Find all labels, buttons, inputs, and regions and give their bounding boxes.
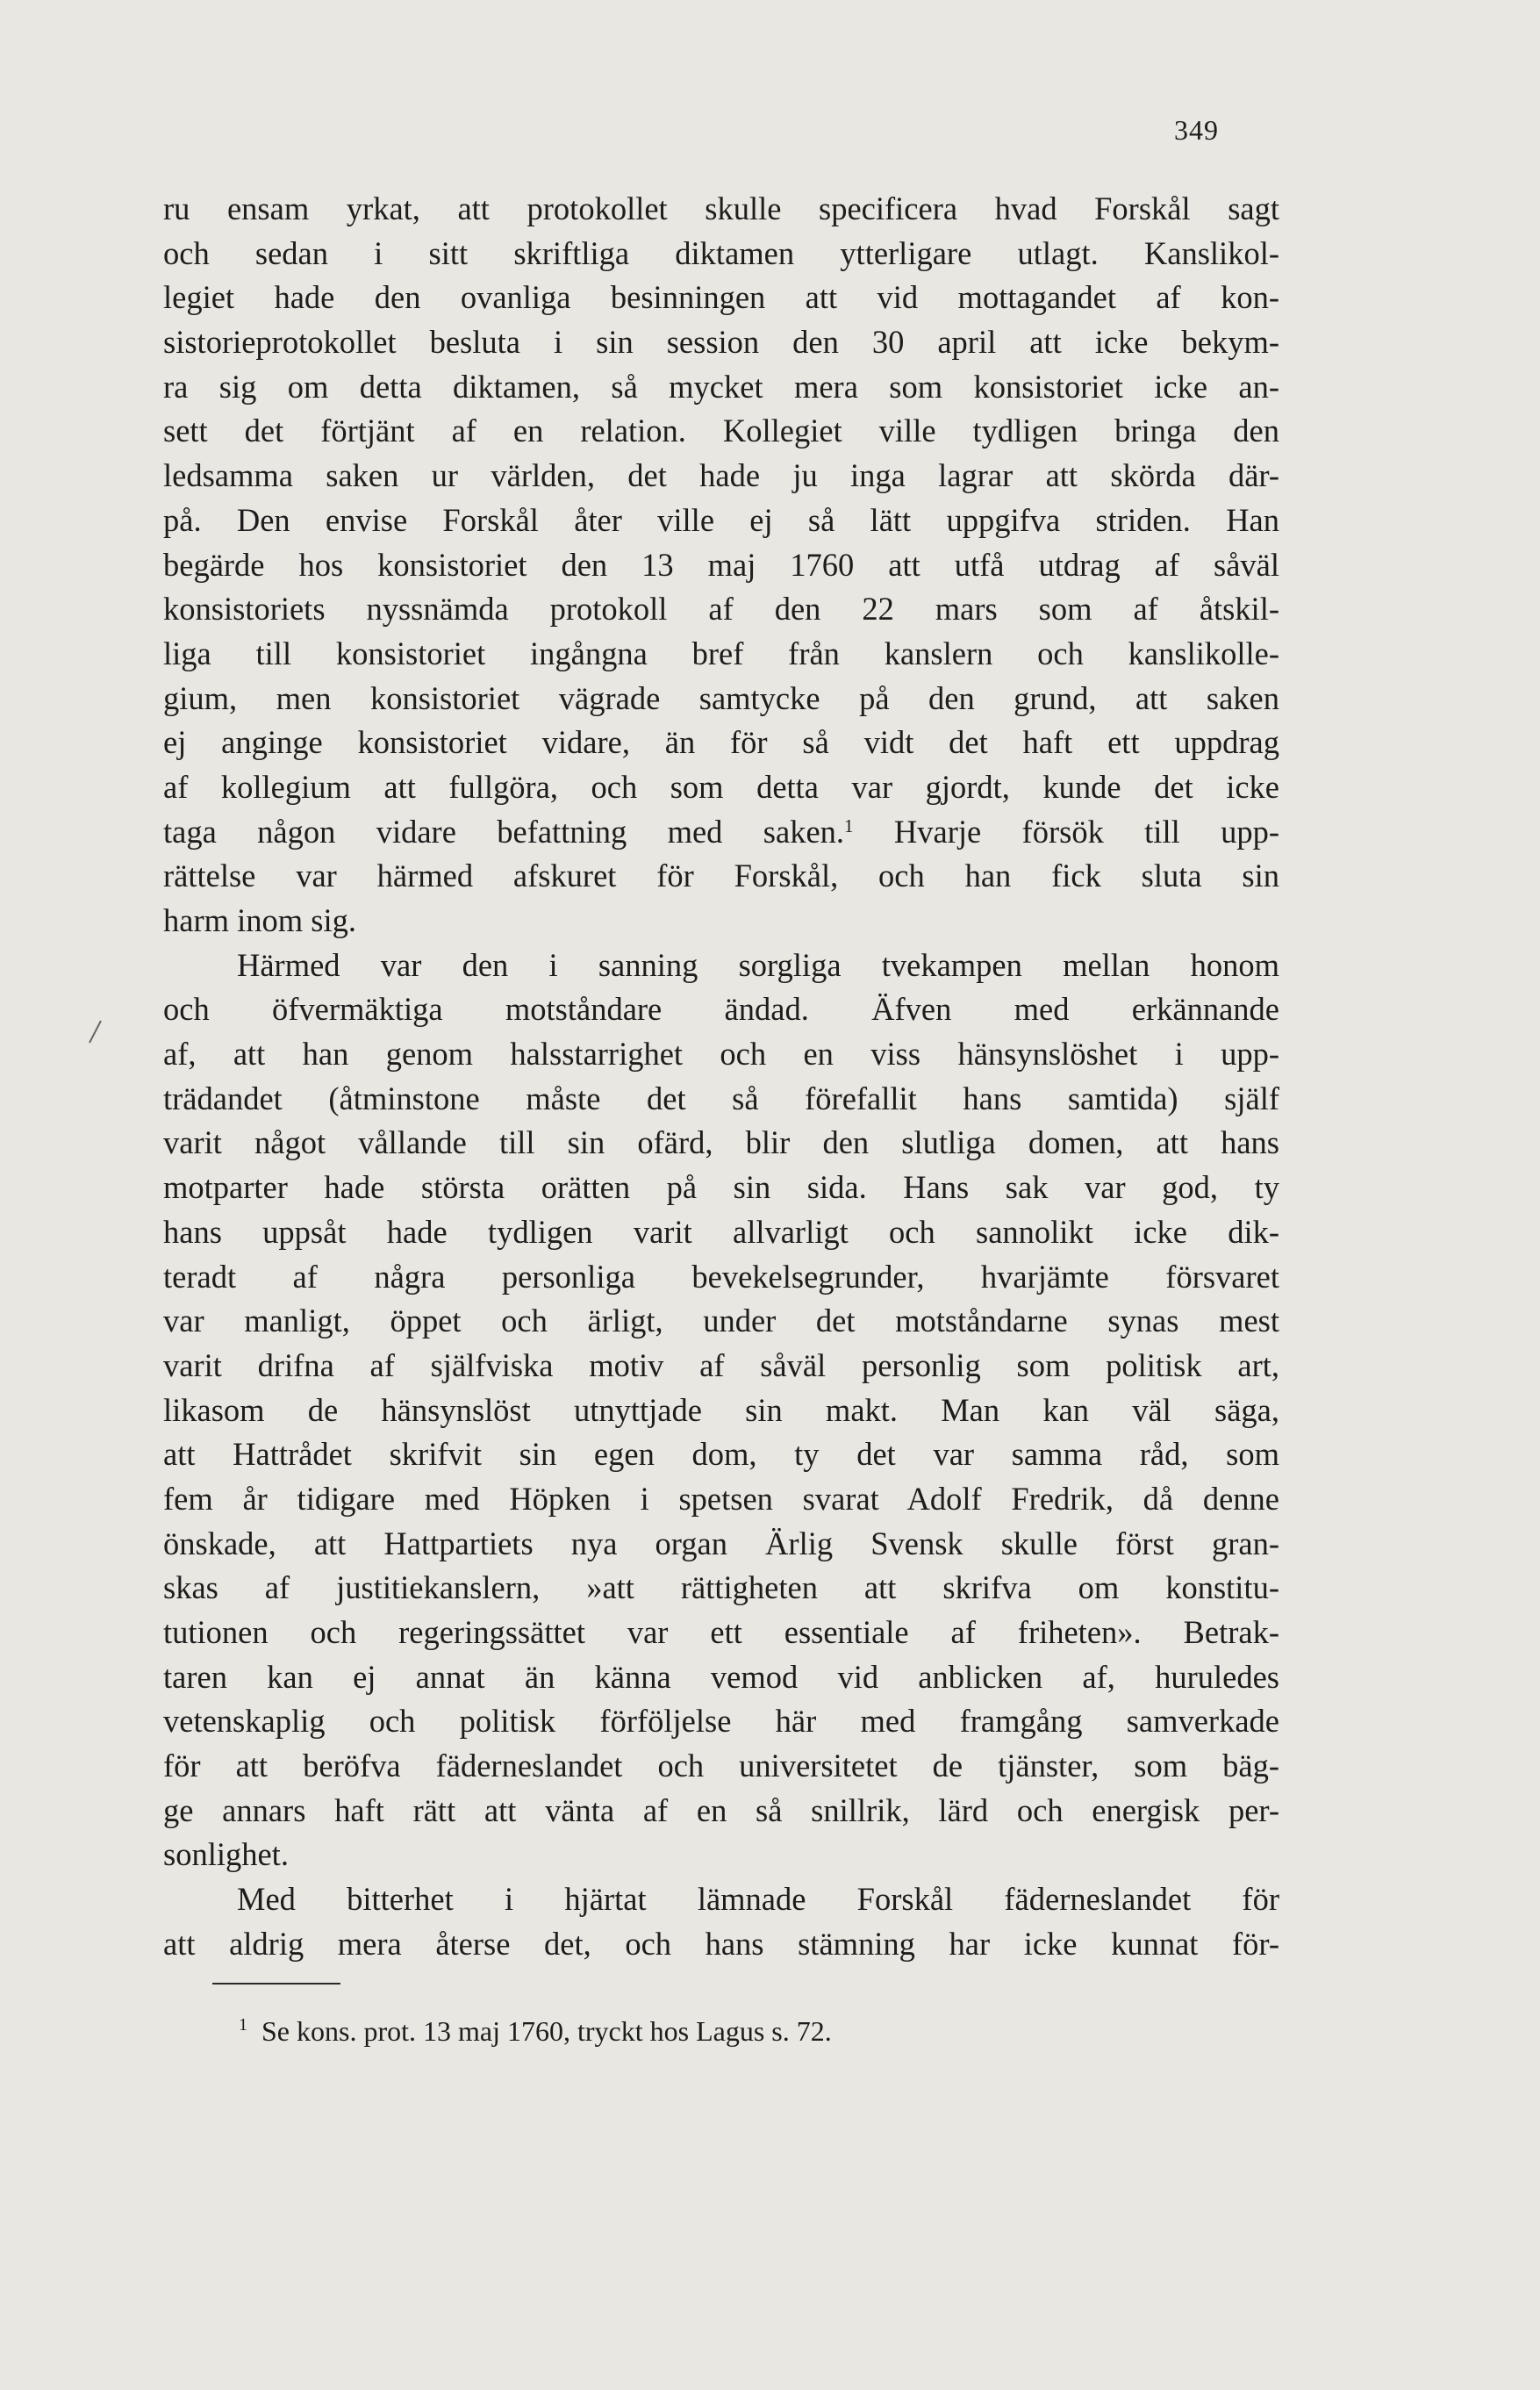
text-line: [163, 1833, 1279, 1877]
text-line: [163, 1166, 1279, 1210]
line-text: att Hattrådet skrifvit sin egen dom, ty det var samma råd, som: [163, 1436, 1279, 1473]
text-line: [163, 1789, 1279, 1834]
line-text: och öfvermäktiga motståndare ändad. Äfven med erkännande: [163, 991, 1279, 1028]
text-line: [163, 944, 1279, 988]
footnote-marker: 1: [239, 2015, 247, 2035]
line-text: fem år tidigare med Höpken i spetsen svarat Adolf Fredrik, då denne: [163, 1480, 1279, 1517]
text-line: [163, 1744, 1279, 1789]
text-line: [163, 632, 1279, 677]
text-line: [163, 1922, 1279, 1967]
line-text: sonlighet.: [163, 1836, 289, 1873]
text-line: [163, 1699, 1279, 1744]
page-number: 349: [1174, 114, 1219, 146]
text-line: [163, 721, 1279, 765]
text-line: [163, 899, 1279, 944]
line-text: Härmed var den i sanning sorgliga tvekampen mellan honom: [237, 946, 1279, 983]
text-line: [163, 276, 1279, 320]
text-line: [163, 987, 1279, 1032]
line-text: konsistoriets nyssnämda protokoll af den 22 mars som af åtskil-: [163, 591, 1279, 628]
line-text: ru ensam yrkat, att protokollet skulle specificera hvad Forskål sagt: [163, 190, 1279, 226]
line-text: motparter hade största orätten på sin sida. Hans sak var god, ty: [163, 1169, 1279, 1206]
line-text: och sedan i sitt skriftliga diktamen ytterligare utlagt. Kanslikol-: [163, 234, 1279, 271]
line-text: varit något vållande till sin ofärd, blir den slutliga domen, att hans: [163, 1124, 1279, 1161]
text-line: [163, 1032, 1279, 1077]
text-line: [163, 1344, 1279, 1389]
line-text: taren kan ej annat än känna vemod vid anblicken af, huruledes: [163, 1658, 1279, 1695]
text-line: [163, 1566, 1279, 1611]
text-line: [163, 765, 1279, 810]
line-text: att aldrig mera återse det, och hans stämning har icke kunnat för-: [163, 1925, 1279, 1962]
footnote-text: Se kons. prot. 13 maj 1760, tryckt hos Lagus s. 72.: [261, 2015, 832, 2047]
text-line: [163, 1121, 1279, 1166]
line-text: skas af justitiekanslern, »att rättigheten att skrifva om konstitu-: [163, 1569, 1279, 1606]
line-text: vetenskaplig och politisk förföljelse här med framgång samverkade: [163, 1703, 1279, 1740]
margin-pencil-mark: [88, 1018, 104, 1044]
line-text: på. Den envise Forskål åter ville ej så lätt uppgifva striden. Han: [163, 501, 1279, 538]
footnote: [239, 2013, 832, 2054]
line-text: begärde hos konsistoriet den 13 maj 1760 att utfå utdrag af såväl: [163, 546, 1279, 583]
text-line: [163, 232, 1279, 276]
line-text: ej anginge konsistoriet vidare, än för så vidt det haft ett uppdrag: [163, 724, 1279, 761]
line-text: trädandet (åtminstone måste det så förefallit hans samtida) själf: [163, 1080, 1279, 1116]
line-text: ge annars haft rätt att vänta af en så snillrik, lärd och energisk per-: [163, 1791, 1279, 1828]
text-line: [163, 854, 1279, 899]
text-line: [163, 1077, 1279, 1122]
text-line: [163, 454, 1279, 499]
text-line: [163, 1255, 1279, 1300]
line-text: af, att han genom halsstarrighet och en viss hänsynslöshet i upp-: [163, 1036, 1279, 1073]
line-text: likasom de hänsynslöst utnyttjade sin makt. Man kan väl säga,: [163, 1391, 1279, 1428]
line-text: af kollegium att fullgöra, och som detta var gjordt, kunde det icke: [163, 768, 1279, 805]
line-text: taga någon vidare befattning med saken.: [163, 813, 845, 850]
text-line: [163, 1877, 1279, 1922]
line-text: ra sig om detta diktamen, så mycket mera som konsistoriet icke an-: [163, 368, 1279, 405]
text-line: [163, 409, 1279, 454]
text-line: [163, 365, 1279, 410]
text-line: [163, 1611, 1279, 1655]
body-text: [163, 187, 1279, 1967]
line-text-continued: Hvarje försök till upp-: [853, 813, 1279, 850]
line-text: Med bitterhet i hjärtat lämnade Forskål fäderneslandet för: [237, 1881, 1279, 1918]
text-line: [163, 543, 1279, 588]
text-line: [163, 1210, 1279, 1255]
line-text: tutionen och regeringssättet var ett essentiale af friheten». Betrak-: [163, 1614, 1279, 1650]
text-line: [163, 1432, 1279, 1477]
line-text: varit drifna af själfviska motiv af såväl personlig som politisk art,: [163, 1346, 1279, 1383]
line-text: sett det förtjänt af en relation. Kollegiet ville tydligen bringa den: [163, 413, 1279, 449]
line-text: önskade, att Hattpartiets nya organ Ärlig Svensk skulle först gran-: [163, 1525, 1279, 1561]
line-text: hans uppsåt hade tydligen varit allvarligt och sannolikt icke dik-: [163, 1213, 1279, 1250]
line-text: för att beröfva fäderneslandet och universitetet de tjänster, som bäg-: [163, 1748, 1279, 1784]
text-line: [163, 810, 1279, 855]
text-line: [163, 1299, 1279, 1344]
line-text: liga till konsistoriet ingångna bref från kanslern och kanslikolle-: [163, 635, 1279, 671]
text-line: [163, 499, 1279, 543]
text-line: [163, 187, 1279, 232]
line-text: rättelse var härmed afskuret för Forskål, och han fick sluta sin: [163, 858, 1279, 894]
text-line: [163, 320, 1279, 365]
line-text: legiet hade den ovanliga besinningen att vid mottagandet af kon-: [163, 279, 1279, 316]
line-text: sistorieprotokollet besluta i sin session den 30 april att icke bekym-: [163, 324, 1279, 361]
text-line: [163, 677, 1279, 721]
text-line: [163, 587, 1279, 632]
text-line: [163, 1477, 1279, 1522]
text-line: [163, 1389, 1279, 1433]
text-line: [163, 1522, 1279, 1567]
line-text: ledsamma saken ur världen, det hade ju inga lagrar att skörda där-: [163, 457, 1279, 494]
line-text: teradt af några personliga bevekelsegrunder, hvarjämte försvaret: [163, 1258, 1279, 1295]
line-text: harm inom sig.: [163, 902, 356, 938]
line-text: gium, men konsistoriet vägrade samtycke på den grund, att saken: [163, 679, 1279, 716]
text-line: [163, 1655, 1279, 1700]
footnote-rule: [212, 1983, 340, 1984]
footnote-reference: 1: [844, 815, 854, 836]
line-text: var manligt, öppet och ärligt, under det motståndarne synas mest: [163, 1303, 1279, 1339]
